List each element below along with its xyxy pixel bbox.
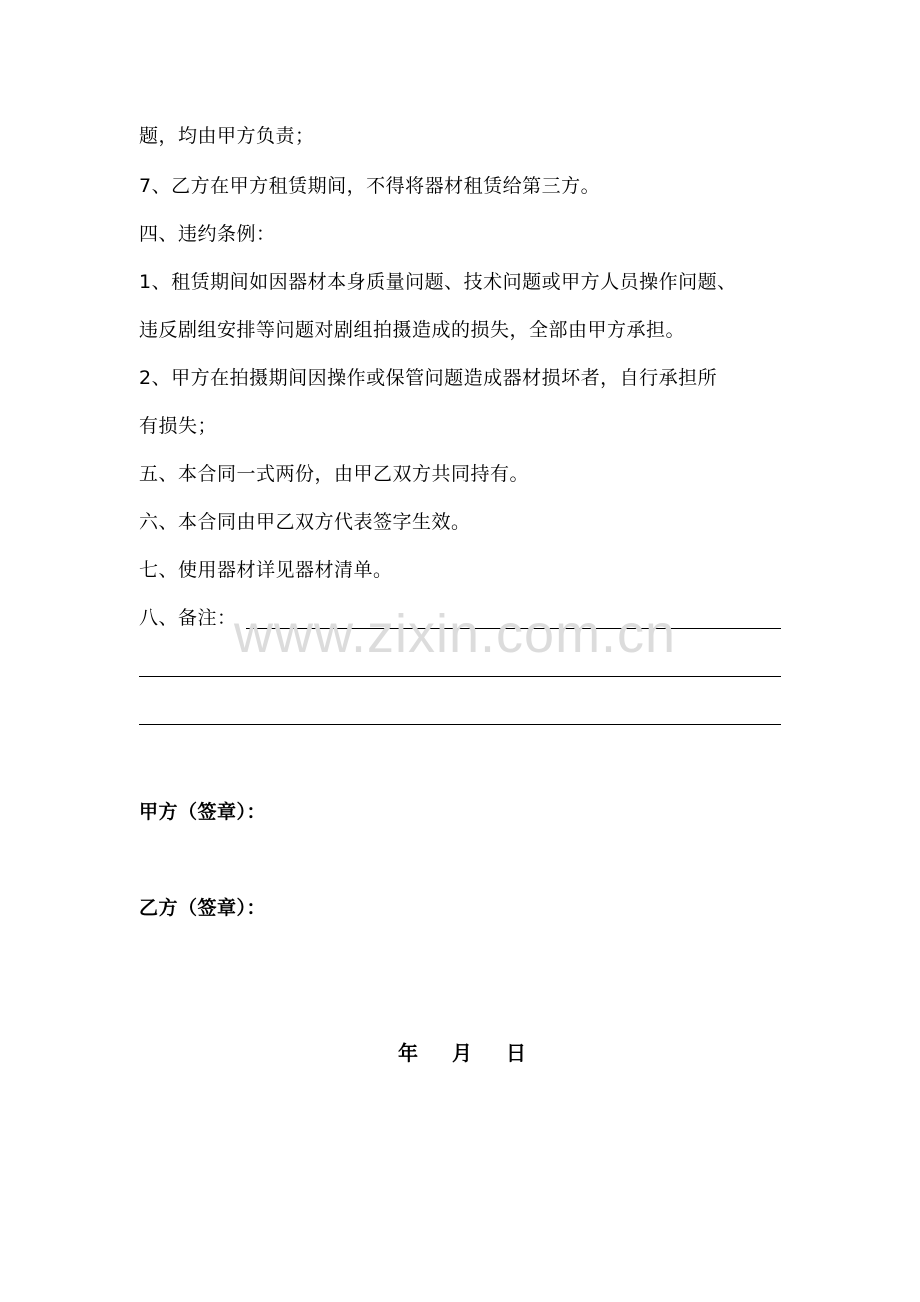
breach-clause-1-line-1: 1、租赁期间如因器材本身质量问题、技术问题或甲方人员操作问题、 [139,271,737,293]
watermark: www.zixin.com.cn [234,604,677,664]
section-7: 七、使用器材详见器材清单。 [139,559,393,581]
date-year-label: 年 [398,1041,418,1065]
remarks-line-3 [139,724,781,725]
party-b-signature-label: 乙方（签章）： [139,897,267,919]
date-month-label: 月 [452,1041,472,1065]
clause-7: 7、乙方在甲方租赁期间，不得将器材租赁给第三方。 [139,175,601,197]
date-row [398,1040,526,1066]
breach-clause-1-line-2: 违反剧组安排等问题对剧组拍摄造成的损失，全部由甲方承担。 [139,319,686,341]
date-day-label: 日 [506,1041,526,1065]
section-6: 六、本合同由甲乙双方代表签字生效。 [139,511,471,533]
clause-6-continuation: 题，均由甲方负责； [139,125,315,147]
breach-clause-2-line-2: 有损失； [139,415,218,437]
party-a-signature-label: 甲方（签章）： [139,801,267,823]
remarks-line-2 [139,676,781,677]
section-5: 五、本合同一式两份，由甲乙双方共同持有。 [139,463,530,485]
breach-clause-2-line-1: 2、甲方在拍摄期间因操作或保管问题造成器材损坏者，自行承担所 [139,367,718,389]
section-4-heading: 四、违约条例： [139,223,276,245]
section-8-remarks-label: 八、备注： [139,607,237,629]
